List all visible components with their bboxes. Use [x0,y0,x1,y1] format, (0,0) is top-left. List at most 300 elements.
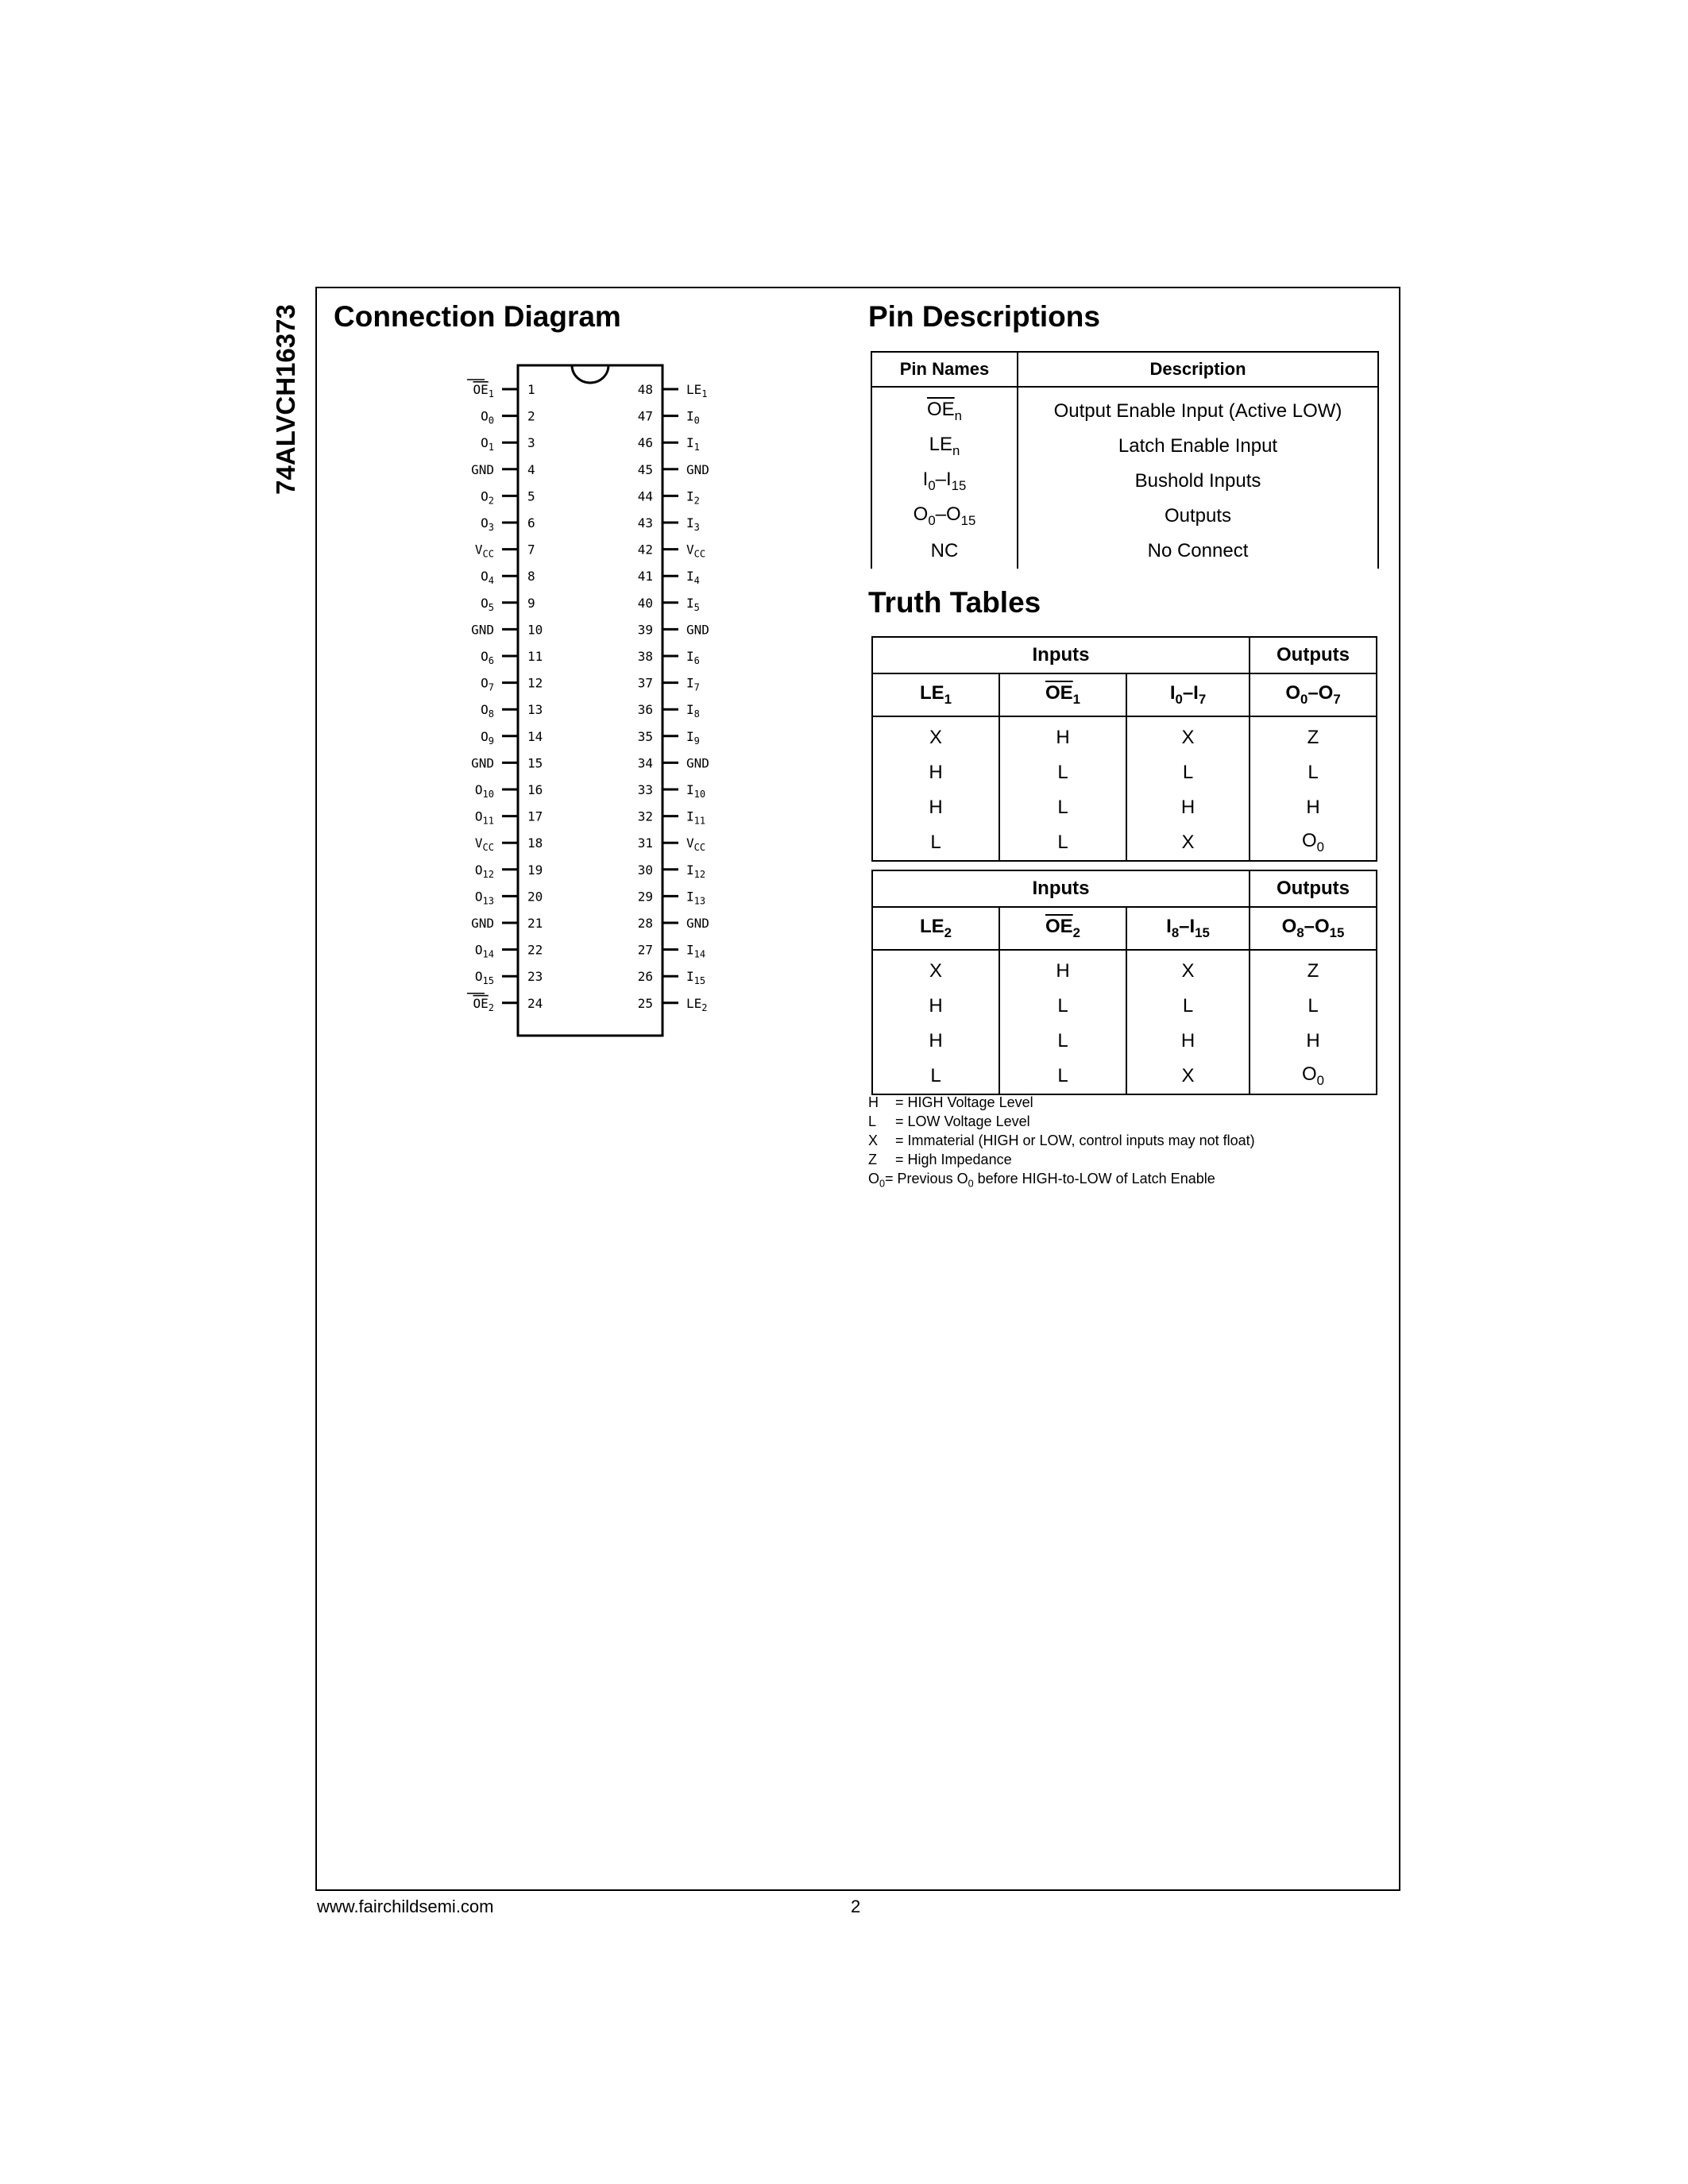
pin-description-row [871,534,1378,569]
le-value: X [929,727,942,748]
pin-label-sub: 14 [482,948,494,960]
pin-number: 38 [637,649,653,664]
pin-24 [467,994,543,1013]
pin-number: 16 [527,782,543,797]
col-i-sub: 0 [1175,691,1183,707]
le-value: H [929,762,943,783]
col-i-sub: 8 [1171,924,1180,940]
pin-label-main: GND [471,916,494,931]
legend-item [868,1131,1255,1150]
legend-key: H [868,1094,879,1110]
pin-name: $\overline{OE}$ [926,399,955,421]
i-col-header [1126,673,1250,716]
pin-description-row [871,429,1378,464]
pin-33 [638,782,705,800]
pin-number: 47 [637,408,653,424]
pin-label [475,889,494,906]
pin-40 [638,596,700,613]
oe-col-header [999,673,1126,716]
i-value: H [1180,1030,1196,1051]
pin-label-sub: 13 [693,895,706,907]
i-value: X [1181,960,1195,982]
le-cell [872,989,999,1024]
oe-cell [999,989,1126,1024]
pin-label-sub: 2 [693,495,700,507]
pin-label-main: GND [686,461,709,477]
le-cell [872,716,999,755]
pin-number: 36 [637,702,653,718]
o-cell [1250,825,1377,861]
pin-name-suffix-sub: 15 [951,477,967,493]
pin-number: 25 [637,995,653,1011]
truth-table-row [872,1059,1377,1094]
pin-13 [481,702,543,720]
pin-number: 39 [637,622,653,638]
pin-21 [471,916,543,931]
outputs-header [1250,870,1377,907]
le-value: L [930,1065,941,1086]
pin-37 [638,676,700,693]
pin-label-main: I [686,782,694,797]
pin-label-main: O [474,889,483,905]
pin-label-main: I [686,675,694,691]
pin-35 [638,729,700,747]
pin-label [686,782,705,800]
pin-label-main: V [686,835,694,851]
pin-label [686,943,705,960]
pin-name: I [922,469,929,491]
pin-number: 35 [637,728,653,744]
le-cell [872,755,999,790]
i-value: L [1182,995,1194,1017]
le-cell [872,790,999,825]
o-cell [1250,1024,1377,1059]
pin-number: 37 [637,675,653,691]
inputs-label: Inputs [1032,644,1090,666]
pin-label-sub: 12 [693,868,706,880]
pin-number: 31 [637,835,653,851]
pin-label-sub: 1 [488,388,494,399]
pin-label [686,515,700,533]
pin-29 [638,889,705,906]
pin-label-sub: 0 [693,415,700,426]
pin-number: 1 [527,382,535,397]
pin-label-main: I [686,515,694,531]
oe-cell [999,755,1126,790]
pin-name: O [913,504,929,526]
pin-label [686,542,705,560]
pin-label-main: I [686,569,694,585]
pin-15 [471,755,543,770]
i-value: X [1181,1065,1195,1086]
pin-desc-cell [1018,499,1378,534]
pin-label-sub: 1 [488,442,494,453]
pin-36 [638,702,700,720]
pin-label [686,488,700,506]
pin-label-main: GND [471,755,494,771]
pin-label [686,889,705,906]
pin-number: 20 [527,889,543,905]
pin-number: 44 [637,488,653,504]
pin-label [471,622,494,637]
pin-label [686,569,700,586]
pin-39 [638,622,709,637]
pin-label-main: O [474,942,483,958]
pin-label-main: O [481,702,489,718]
pin-label-sub: 15 [482,975,494,987]
part-number-text: 74ALVCH16373 [271,304,300,495]
pin-18 [475,835,543,853]
truth-table-row [872,790,1377,825]
oe-col-header [999,907,1126,950]
pin-label-sub: 4 [693,575,700,587]
inputs-header [872,637,1250,673]
i-cell [1126,1024,1250,1059]
o-value: O [1301,830,1317,852]
o-value: O [1301,1063,1317,1086]
oe-cell [999,1059,1126,1094]
truth-table-row [872,989,1377,1024]
truth-table-row [872,825,1377,861]
pin-label [475,862,494,880]
pin-label-sub: 12 [482,868,494,880]
pin-16 [475,782,543,800]
pin-number: 13 [527,702,543,718]
pin-label-sub: 8 [693,708,700,720]
pin-label-sub: 5 [488,601,494,613]
pin-description-row [871,499,1378,534]
truth-table-1 [871,636,1377,862]
pin-label-sub: 10 [482,789,494,800]
pin-label [475,969,494,986]
pin-label [481,729,494,747]
pin-label-sub: 8 [488,708,494,720]
pin-label-sub: 11 [482,815,494,827]
pin-label-main: GND [686,755,709,771]
pin-name-sub: n [952,442,960,458]
pin-number: 41 [637,569,653,585]
truth-table-row [872,755,1377,790]
pin-label-main: GND [471,461,494,477]
truth-table-row [872,950,1377,989]
pin-name-sub: 0 [928,477,936,493]
page-number: 2 [851,1897,861,1916]
legend-text: = Immaterial (HIGH or LOW, control inputs may not float) [895,1133,1255,1148]
pin-desc-cell [1018,534,1378,569]
pin-label [686,809,705,827]
pin-8 [481,569,535,586]
pin-number: 42 [637,542,653,558]
oe-cell [999,790,1126,825]
le-value: H [929,797,943,818]
pin-label-main: V [474,542,483,558]
pin-45 [638,462,709,477]
pin-description: No Connect [1147,540,1249,561]
pin-32 [638,809,705,827]
pin-number: 14 [527,728,543,744]
col-o: O [1285,682,1300,704]
legend-item [868,1112,1255,1131]
pin-label-sub: 9 [488,735,494,747]
pin-label [481,435,494,453]
i-value: X [1181,832,1195,853]
pin-label-main: O [481,408,489,424]
oe-cell [999,716,1126,755]
pin-number: 28 [637,916,653,931]
outputs-header [1250,637,1377,673]
pin-label-sub: 14 [693,948,706,960]
pin-number: 11 [527,649,543,664]
oe-cell [999,1024,1126,1059]
legend-item-o0 [868,1169,1255,1194]
pin-label [475,835,494,853]
pin-4 [471,462,535,477]
col-oe-sub: 2 [1072,924,1081,940]
pin-23 [475,969,543,986]
pin-label-sub: 15 [693,975,706,987]
footer-url[interactable]: www.fairchildsemi.com [317,1897,494,1916]
pin-name-suffix: –I [935,469,952,491]
pin-name-sub: 0 [928,512,936,528]
pin-name-suffix: –O [935,504,961,526]
oe-value: L [1057,797,1068,818]
pin-label-sub: 6 [693,655,700,666]
pin-label [686,676,700,693]
pin-38 [638,649,700,666]
o-cell [1250,950,1377,989]
pin-label-sub: 5 [693,601,700,613]
pin-description-row [871,387,1378,429]
pin-2 [481,409,535,426]
pin-label-main: GND [686,622,709,638]
inputs-label: Inputs [1032,878,1090,899]
pin-label [481,515,494,533]
o-value: Z [1307,960,1319,982]
legend-text: = HIGH Voltage Level [895,1094,1033,1110]
i-cell [1126,989,1250,1024]
pin-label [481,676,494,693]
pin-description: Output Enable Input (Active LOW) [1053,400,1342,422]
pin-label [481,488,494,506]
pin-description: Latch Enable Input [1118,435,1278,457]
oe-value: L [1057,832,1068,853]
pin-17 [475,809,543,827]
pin-number: 3 [527,435,535,451]
col-o-mid: –O [1308,682,1334,704]
pin-label [475,542,494,560]
le-col-header [872,907,999,950]
pin-label [686,755,709,770]
col-o-sub: 0 [1300,691,1308,707]
col-i: I [1166,916,1172,938]
pin-number: 40 [637,595,653,611]
pin-label-main: GND [686,916,709,931]
pin-label-main: OE [473,995,489,1011]
col-o-sub2: 7 [1333,691,1341,707]
pin-label [686,969,705,986]
o-cell [1250,989,1377,1024]
legend-key: O [868,1171,880,1187]
pin-label [686,462,709,477]
pin-label-main: I [686,862,694,878]
pin-label [686,862,705,880]
pin-number: 30 [637,862,653,878]
pin-label-main: GND [471,622,494,638]
pin-22 [475,943,543,960]
col-i-sub2: 15 [1195,924,1210,940]
o-value-sub: 0 [1316,1072,1324,1088]
pin-label [473,996,495,1013]
pin-name: NC [930,540,959,561]
col-le: LE [919,682,944,704]
legend-item [868,1093,1255,1112]
pin-10 [471,622,543,637]
pin-number: 27 [637,942,653,958]
pin-number: 24 [527,995,543,1011]
pin-label-sub: 13 [482,895,494,907]
col-i-mid: –I [1179,916,1196,938]
pin-label [481,596,494,613]
pin-label-sub: CC [482,548,494,560]
le-value: H [929,1030,943,1051]
pin-42 [638,542,705,560]
oe-value: H [1056,727,1070,748]
pin-label-sub: CC [482,842,494,854]
truth-table-2 [871,870,1377,1095]
col-o-mid: –O [1304,916,1330,938]
pin-19 [475,862,543,880]
pin-label-sub: CC [693,548,706,560]
i-cell [1126,950,1250,989]
truth-table-legend [868,1093,1255,1194]
pin-label-sub: 3 [693,522,700,533]
pin-label [481,409,494,426]
oe-value: H [1056,960,1070,982]
pin-label [473,382,495,399]
pin-name-cell [871,534,1018,569]
pin-47 [638,409,700,426]
pin-label-sub: 3 [488,522,494,533]
pin-20 [475,889,543,906]
pin-number: 8 [527,569,535,585]
i-cell [1126,825,1250,861]
pin-label-sub: 4 [488,575,494,587]
pin-label-main: I [686,889,694,905]
pin-label [471,916,494,931]
pin-1 [467,380,535,399]
pin-number: 46 [637,435,653,451]
pin-14 [481,729,543,747]
pin-label-main: O [474,969,483,985]
pin-label-sub: 9 [693,735,700,747]
pin-label [471,462,494,477]
pin-descriptions-title: Pin Descriptions [868,300,1100,333]
pin-label [471,755,494,770]
le-cell [872,1024,999,1059]
pin-label-main: I [686,408,694,424]
pin-number: 26 [637,969,653,985]
col-i-mid: –I [1182,682,1199,704]
le-value: X [929,960,942,982]
i-cell [1126,716,1250,755]
connection-diagram-title: Connection Diagram [334,300,621,333]
pin-descriptions-table [871,351,1379,569]
pin-number: 12 [527,675,543,691]
col-oe-sub: 1 [1072,691,1081,707]
oe-value: L [1057,1065,1068,1086]
col-i: I [1169,682,1176,704]
o-cell [1250,790,1377,825]
pin-28 [638,916,709,931]
pin-label [686,996,708,1013]
pin-label-main: I [686,702,694,718]
pin-number: 43 [637,515,653,531]
pin-label [686,409,700,426]
pin-number: 6 [527,515,535,531]
o-value: H [1306,797,1320,818]
pin-label [481,649,494,666]
pin-11 [481,649,543,666]
le-cell [872,950,999,989]
pin-label-main: I [686,942,694,958]
pin-label [481,569,494,586]
pin-label [686,835,705,853]
pin-label-sub: 7 [693,681,700,693]
pin-number: 4 [527,461,535,477]
truth-tables-title: Truth Tables [868,586,1041,619]
pin-12 [481,676,543,693]
pin-name-sub: n [954,407,963,423]
pin-label [686,916,709,931]
pin-number: 21 [527,916,543,931]
connection-diagram [445,349,731,1048]
pin-label-main: V [686,542,694,558]
pin-label [686,596,700,613]
pin-number: 9 [527,595,535,611]
part-number-vertical [270,287,302,511]
pin-label-sub: 2 [488,495,494,507]
pin-label-main: I [686,649,694,664]
pin-6 [481,515,535,533]
pin-number: 15 [527,755,543,771]
le-value: L [930,832,941,853]
legend-key: L [868,1113,877,1129]
pin-label-main: O [481,569,489,585]
pin-label-sub: 2 [488,1001,494,1013]
pin-number: 29 [637,889,653,905]
pin-label-main: LE [686,382,702,397]
pin-label-main: O [481,675,489,691]
pin-label [686,702,700,720]
pin-48 [638,382,708,399]
legend-text: = High Impedance [895,1152,1012,1167]
pin-number: 7 [527,542,535,558]
o-cell [1250,1059,1377,1094]
o-value: L [1308,762,1319,783]
legend-text: = LOW Voltage Level [895,1113,1030,1129]
pin-desc-cell [1018,387,1378,429]
pin-desc-cell [1018,429,1378,464]
pin-number: 45 [637,461,653,477]
o-value: H [1306,1030,1320,1051]
pin-number: 5 [527,488,535,504]
pin-name-cell [871,387,1018,429]
i-cell [1126,755,1250,790]
pin-label [475,809,494,827]
pin-3 [481,435,535,453]
pin-label [686,382,708,399]
col-o-sub2: 15 [1329,924,1345,940]
